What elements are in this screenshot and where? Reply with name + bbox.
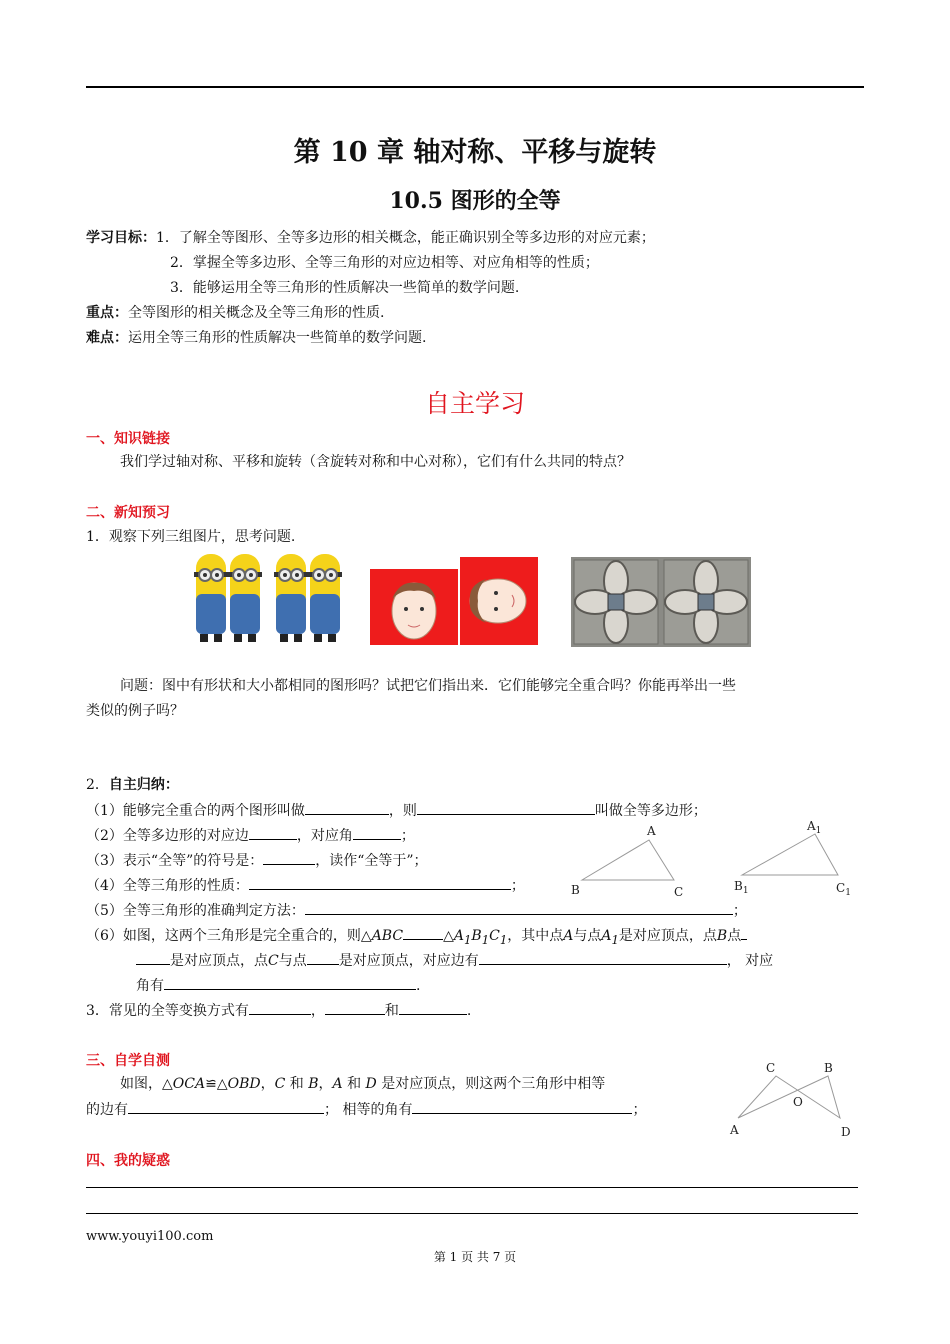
item-4-text-b: ； [510, 878, 525, 894]
minions-image [190, 548, 350, 646]
part1-text: 我们学过轴对称、平移和旋转（含旋转对称和中心对称），它们有什么共同的特点？ [120, 454, 631, 470]
blank[interactable] [263, 850, 315, 865]
summary-label: 自主归纳： [108, 777, 179, 793]
blank[interactable] [399, 1000, 467, 1015]
item-6-line-2 [136, 950, 773, 971]
vertex-a-label: A [647, 824, 656, 838]
item-1 [86, 800, 707, 821]
vertex-b-label: B [571, 883, 580, 897]
face-upright [392, 583, 436, 639]
triangle-a1b1c1-figure [734, 820, 851, 898]
blank[interactable] [164, 975, 416, 990]
objectives-line-1 [86, 228, 655, 248]
faces-image [370, 557, 538, 645]
letter-a: A [563, 928, 574, 944]
difficult-point [86, 328, 426, 348]
letter-a: A [332, 1076, 343, 1092]
vertex-b-label: B [824, 1061, 833, 1075]
self-test-text-a: 如图，△ [120, 1076, 173, 1092]
triangle-obd: OBD [227, 1076, 261, 1092]
comma: ， [318, 1076, 333, 1092]
transform-question [86, 1000, 471, 1021]
self-test-text-e: ； 相等的角有 [324, 1102, 413, 1118]
self-test-text-d: 的边有 [86, 1102, 128, 1118]
face-rotated [470, 579, 526, 623]
triangle-abc: ABC [371, 928, 404, 944]
item-3 [86, 850, 428, 871]
q3-text-a: 3．常见的全等变换方式有 [86, 1003, 249, 1019]
top-rule [86, 86, 864, 88]
difficult-label: 难点： [86, 330, 128, 346]
part2-heading: 二、新知预习 [86, 505, 170, 521]
key-label: 重点： [86, 305, 128, 321]
congruent-triangles-figure [566, 820, 866, 902]
letter-c: C [489, 928, 500, 944]
self-study-heading: 自主学习 [424, 389, 525, 418]
item-6-text-i: 是对应顶点，对应边有 [338, 953, 479, 969]
objective-1: 1．了解全等图形、全等多边形的相关概念，能正确识别全等多边形的对应元素； [156, 230, 655, 246]
letter-b: B [471, 928, 482, 944]
summary-num: 2． [86, 777, 109, 793]
vertex-a1-label: $A_1$ [807, 820, 822, 836]
blank[interactable] [417, 800, 595, 815]
self-test-text-c: 是对应顶点，则这两个三角形中相等 [376, 1076, 606, 1092]
item-6-text-f: 点 [727, 928, 742, 944]
vertex-d-label: D [841, 1125, 851, 1139]
and-text: 和 [285, 1076, 309, 1092]
blank[interactable] [307, 950, 339, 965]
letter-b: B [308, 1076, 319, 1092]
minion-figure [228, 554, 262, 642]
blank[interactable] [353, 825, 401, 840]
self-test-text-f: ； [632, 1102, 647, 1118]
letter-c: C [268, 953, 279, 969]
vertex-b1-label: $B_1$ [734, 879, 749, 896]
item-6-text-g: 是对应顶点，点 [170, 953, 268, 969]
tiles-image [571, 557, 751, 647]
self-test-line-2 [86, 1099, 646, 1120]
self-test-line-1 [120, 1074, 605, 1094]
minion-figure [308, 554, 342, 642]
subscript: 1 [481, 932, 490, 947]
vertex-o-label: O [793, 1095, 803, 1109]
blank[interactable] [741, 925, 747, 940]
letter-a: A [453, 928, 464, 944]
item-1-text-a: （1）能够完全重合的两个图形叫做 [86, 803, 305, 819]
question-line-1: 问题：图中有形状和大小都相同的图形吗？试把它们指出来．它们能够完全重合吗？你能再举出一些 [120, 678, 736, 694]
observe-question: 1．观察下列三组图片，思考问题. [86, 529, 296, 545]
item-6-line-3 [136, 975, 420, 996]
item-2-text-c: ； [400, 828, 415, 844]
blank[interactable] [249, 875, 511, 890]
item-3-text-a: （3）表示“全等”的符号是： [86, 853, 264, 869]
item-3-text-b: ，读作“全等于”； [315, 853, 428, 869]
key-text: 全等图形的相关概念及全等三角形的性质. [128, 305, 385, 321]
footer-url[interactable]: www.youyi100.com [86, 1229, 214, 1244]
item-6-text-h: 与点 [278, 953, 307, 969]
letter-b: B [716, 928, 728, 944]
blank[interactable] [403, 925, 443, 940]
minion-figure [194, 554, 228, 642]
blank[interactable] [479, 950, 727, 965]
subscript: 1 [611, 932, 619, 947]
bowtie-triangles-figure [724, 1056, 864, 1142]
item-6-text-c: ，其中点 [507, 928, 564, 944]
chapter-title: 第 10 章 轴对称、平移与旋转 [293, 137, 657, 168]
subscript: 1 [499, 932, 508, 947]
part3-heading: 三、自学自测 [86, 1053, 170, 1069]
item-4 [86, 875, 525, 896]
item-6-text-a: （6）如图，这两个三角形是完全重合的，则△ [86, 928, 372, 944]
item-6-text-k: 角有 [136, 978, 164, 994]
item-1-text-b: ，则 [388, 803, 417, 819]
blank[interactable] [136, 950, 170, 965]
item-5 [86, 900, 747, 921]
answer-line[interactable] [86, 1213, 858, 1214]
item-2 [86, 825, 415, 846]
blank[interactable] [305, 800, 389, 815]
blank[interactable] [305, 900, 733, 915]
question-line-2: 类似的例子吗？ [86, 703, 184, 719]
item-1-text-c: 叫做全等多边形； [594, 803, 707, 819]
item-5-text-b: ； [732, 903, 747, 919]
triangle-abc-figure [571, 824, 683, 899]
tile-pattern [661, 557, 751, 647]
vertex-c1-label: $C_1$ [836, 881, 851, 898]
triangle-oca: OCA [172, 1076, 206, 1092]
blank[interactable] [412, 1099, 632, 1114]
item-6-text-l: . [416, 978, 421, 994]
subscript: 1 [463, 932, 472, 947]
section-title: 10.5 图形的全等 [389, 188, 561, 214]
answer-line[interactable] [86, 1187, 858, 1188]
blank[interactable] [325, 1000, 385, 1015]
item-6-text-j: ， 对应 [726, 953, 774, 969]
blank[interactable] [249, 825, 297, 840]
q3-text-b: ， [310, 1003, 325, 1019]
vertex-a-label: A [730, 1123, 739, 1137]
item-6-triangle-sign: △ [443, 928, 454, 944]
key-point [86, 303, 384, 323]
q3-text-c: 和 [384, 1003, 399, 1019]
part1-heading: 一、知识链接 [86, 431, 170, 447]
item-6-text-d: 与点 [573, 928, 602, 944]
and-text: 和 [342, 1076, 366, 1092]
letter-c: C [274, 1076, 286, 1092]
item-2-text-a: （2）全等多边形的对应边 [86, 828, 249, 844]
blank[interactable] [128, 1099, 324, 1114]
objectives-label: 学习目标： [86, 230, 156, 246]
self-test-text-b: ， [260, 1076, 275, 1092]
difficult-text: 运用全等三角形的性质解决一些简单的数学问题. [128, 330, 427, 346]
tile-pattern [571, 557, 661, 647]
part4-heading: 四、我的疑惑 [86, 1153, 170, 1169]
summary-heading [86, 775, 179, 795]
q3-text-d: . [466, 1003, 472, 1019]
item-4-text-a: （4）全等三角形的性质： [86, 878, 249, 894]
minion-figure [274, 554, 308, 642]
item-2-text-b: ，对应角 [296, 828, 353, 844]
vertex-c-label: C [674, 885, 684, 899]
item-6-line-1 [86, 925, 747, 950]
letter-d: D [365, 1076, 377, 1092]
item-5-text-a: （5）全等三角形的准确判定方法： [86, 903, 305, 919]
page-number: 第 1 页 共 7 页 [433, 1250, 517, 1264]
vertex-c-label: C [766, 1061, 776, 1075]
objective-3: 3．能够运用全等三角形的性质解决一些简单的数学问题. [170, 280, 520, 296]
congruent-sign: ≌△ [205, 1076, 228, 1092]
item-6-text-e: 是对应顶点，点 [618, 928, 717, 944]
objective-2: 2．掌握全等多边形、全等三角形的对应边相等、对应角相等的性质； [170, 255, 599, 271]
letter-a: A [601, 928, 612, 944]
blank[interactable] [249, 1000, 311, 1015]
